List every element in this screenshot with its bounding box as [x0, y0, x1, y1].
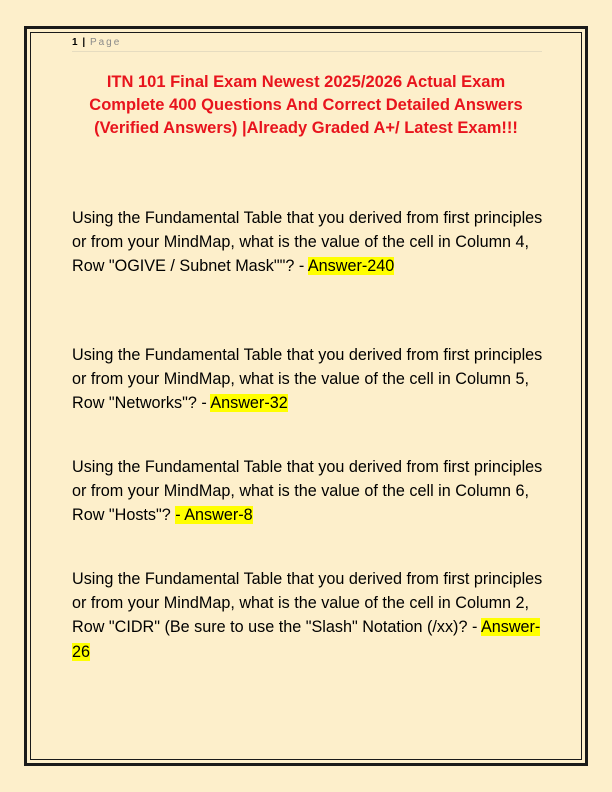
answer-highlight: Answer-26 [72, 618, 541, 661]
page-separator: | [82, 37, 86, 48]
question-answer-item [72, 206, 546, 279]
answer-highlight: - Answer-8 [175, 506, 253, 525]
page-label: Page [89, 37, 122, 48]
answer-highlight: Answer-240 [307, 257, 395, 276]
page-number: 1 [72, 37, 78, 48]
question-text: Using the Fundamental Table that you derived from first principles or from your MindMap, what is the value of the cell in Column 6, Row "Hosts"? [72, 458, 543, 525]
question-answer-item [72, 455, 546, 528]
question-answer-item [72, 343, 546, 416]
answer-highlight: Answer-32 [210, 394, 288, 413]
question-answer-item [72, 567, 546, 664]
document-title: ITN 101 Final Exam Newest 2025/2026 Actual Exam Complete 400 Questions And Correct Detailed Answers (Verified Answers) |Already Graded A+/ Latest Exam!!! [89, 73, 523, 137]
question-text: Using the Fundamental Table that you derived from first principles or from your MindMap, what is the value of the cell in Column 4, Row "OGIVE / Subnet Mask""? - [72, 209, 543, 276]
question-text: Using the Fundamental Table that you derived from first principles or from your MindMap, what is the value of the cell in Column 5, Row "Networks"? - [72, 346, 543, 413]
question-text: Using the Fundamental Table that you derived from first principles or from your MindMap, what is the value of the cell in Column 2, Row "CIDR" (Be sure to use the "Slash" Notation (/xx)? - [72, 570, 543, 637]
page-header [72, 37, 542, 52]
